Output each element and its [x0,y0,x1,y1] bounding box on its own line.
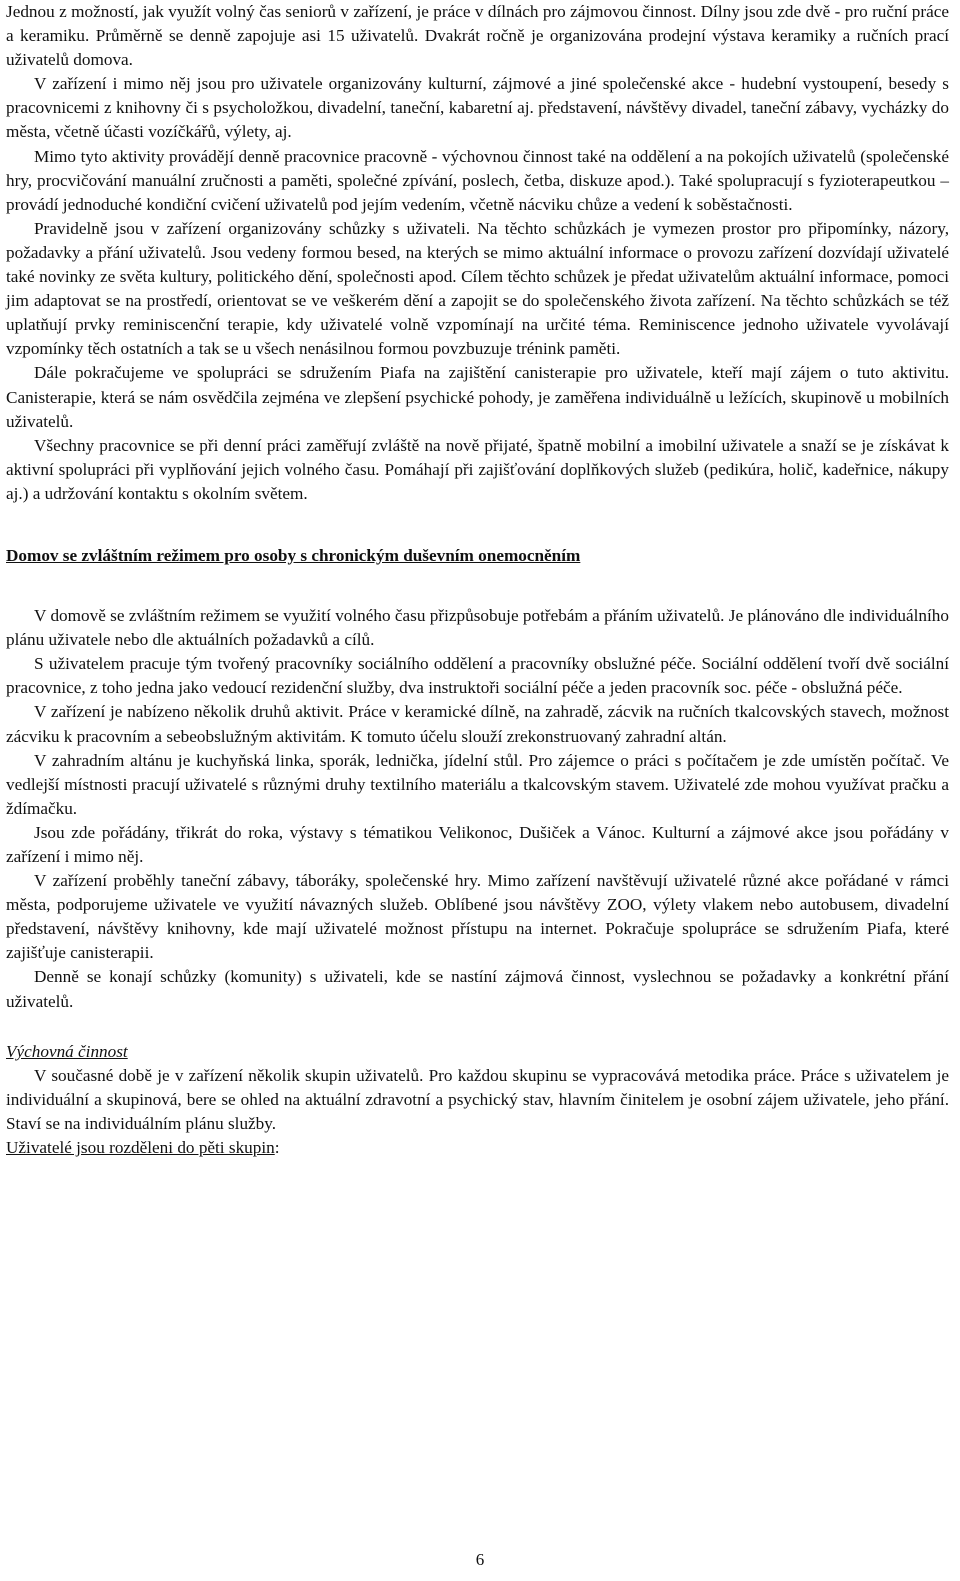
paragraph: S uživatelem pracuje tým tvořený pracovníky sociálního oddělení a pracovníky obslužné péče. Sociální oddělení tvoří dvě sociální pracovnice, z toho jedna jako vedoucí rezidenční služby, dva instruktoři sociální péče a jeden pracovník soc. péče - obslužná péče. [6,654,949,698]
paragraph: Denně se konají schůzky (komunity) s uživateli, kde se nastíní zájmová činnost, vyslechnou se požadavky a konkrétní přání uživatelů. [6,967,949,1011]
spacer [6,506,949,544]
spacer [6,1014,949,1040]
paragraph: V zařízení je nabízeno několik druhů aktivit. Práce v keramické dílně, na zahradě, zácvik na ručních tkalcovských stavech, možnost zácviku k pracovním a sebeobslužným aktivitám. K tomuto účelu slouží zrekonstruovaný zahradní altán. [6,702,949,746]
paragraph: Všechny pracovnice se při denní práci zaměřují zvláště na nově přijaté, špatně mobilní a imobilní uživatele a snaží se je získávat k aktivní spolupráci při vyplňování jejich volného času. Pomáhají při zajišťování doplňkových služeb (pedikúra, holič, kadeřnice, nákupy aj.) a udržování kontaktu s okolním světem. [6,435,949,503]
paragraph: V zařízení i mimo něj jsou pro uživatele organizovány kulturní, zájmové a jiné společenské akce - hudební vystoupení, besedy s pracovnicemi z knihovny či s psycholožkou, divadelní, taneční, kabaretní aj. představení, návštěvy divadel, taneční zábavy, vycházky do města, včetně účasti vozíčkářů, výlety, aj. [6,74,949,142]
paragraph: Jsou zde pořádány, třikrát do roka, výstavy s tématikou Velikonoc, Dušiček a Vánoc. Kulturní a zájmové akce jsou pořádány v zařízení i mimo něj. [6,822,949,866]
paragraph: Mimo tyto aktivity provádějí denně pracovnice pracovně - výchovnou činnost také na oddělení a na pokojích uživatelů (společenské hry, procvičování manuální zručnosti a paměti, společné zpívání, poslech, četba, diskuze apod.). Také spolupracují s fyzioterapeutkou – provádí jednoduché kondiční cvičení uživatelů pod jejím vedením, včetně nácviku chůze a vedení k soběstačnosti. [6,146,949,214]
subsection-heading: Výchovná činnost [6,1041,128,1061]
groups-intro-colon: : [274,1138,280,1158]
paragraph: Dále pokračujeme ve spolupráci se sdružením Piafa na zajištění canisterapie pro uživatele, kteří mají zájem o tuto aktivitu. Canisterapie, která se nám osvědčila zejména ve zlepšení psychické pohody, je zaměřena individuálně u ležících, skupinově u mobilních uživatelů. [6,363,949,431]
paragraph: Pravidelně jsou v zařízení organizovány schůzky s uživateli. Na těchto schůzkách je vymezen prostor pro připomínky, názory, požadavky a přání uživatelů. Jsou vedeny formou besed, na kterých se mimo aktuální informace o provozu zařízení dozvídají uživatelé také novinky ze světa kultury, politického dění, společnosti apod. Cílem těchto schůzek je předat uživatelům aktuální informace, pomoci jim adaptovat se na prostředí, orientovat se ve veškerém dění a zapojit se do společenského života zařízení. Na těchto schůzkách se též uplatňují prvky reminiscenční terapie, kdy uživatelé volně vzpomínají na určité téma. Reminiscence jednoho uživatele vyvolávají vzpomínky těch ostatních a tak se u všech nenásilnou formou povzbuzuje trénink paměti. [6,218,949,359]
page-number: 6 [475,1550,485,1569]
groups-intro-text: Uživatelé jsou rozděleni do pěti skupin [6,1138,275,1158]
paragraph: V domově se zvláštním režimem se využití volného času přizpůsobuje potřebám a přáním uživatelů. Je plánováno dle individuálního plánu uživatele nebo dle aktuálních požadavků a cílů. [6,606,949,650]
groups-intro-line [6,1136,949,1160]
paragraph: V současné době je v zařízení několik skupin uživatelů. Pro každou skupinu se vypracovává metodika práce. Práce s uživatelem je individuální a skupinová, bere se ohled na aktuální zdravotní a psychický stav, hlavním činitelem je osobní zájem uživatele, jeho přání. Staví se na individuálním plánu služby. [6,1065,949,1133]
section-heading: Domov se zvláštním režimem pro osoby s chronickým duševním onemocněním [6,545,581,565]
paragraph: V zahradním altánu je kuchyňská linka, sporák, lednička, jídelní stůl. Pro zájemce o práci s počítačem je zde umístěn počítač. Ve vedlejší místnosti pracují uživatelé s různými druhy textilního materiálu a tkalcovským stavem. Uživatelé zde mohou využívat pračku a ždímačku. [6,750,949,818]
paragraph: V zařízení proběhly taneční zábavy, táboráky, společenské hry. Mimo zařízení navštěvují uživatelé různé akce pořádané v rámci města, podporujeme uživatele ve využití návazných služeb. Oblíbené jsou návštěvy ZOO, výlety vlakem nebo autobusem, divadelní představení, návštěvy knihovny, kde mají uživatelé možnost přístupu na internet. Pokračuje spolupráce se sdružením Piafa, které zajišťuje canisterapii. [6,871,949,963]
document-page [6,0,949,1160]
spacer [6,568,949,604]
paragraph: Jednou z možností, jak využít volný čas seniorů v zařízení, je práce v dílnách pro zájmovou činnost. Dílny jsou zde dvě - pro ruční práce a keramiku. Průměrně se denně zapojuje asi 15 uživatelů. Dvakrát ročně je organizována prodejní výstava keramiky a ručních prací uživatelů domova. [6,2,949,70]
